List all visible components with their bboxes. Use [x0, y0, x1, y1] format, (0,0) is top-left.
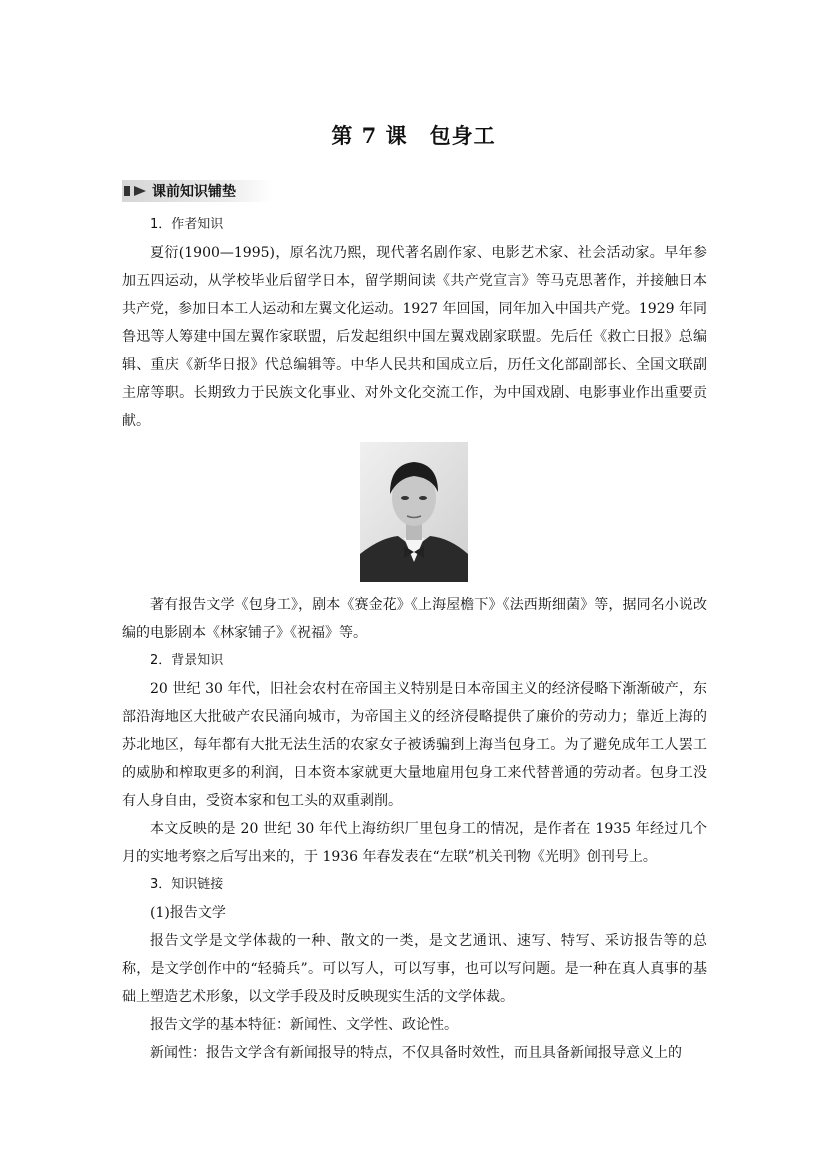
- reportage-features: 报告文学的基本特征：新闻性、文学性、政论性。: [150, 1017, 458, 1033]
- author-portrait: [360, 442, 468, 582]
- background-paragraph-1: 20 世纪 30 年代，旧社会农村在帝国主义特别是日本帝国主义的经济侵略下渐渐破产，东部沿海地区大批破产农民涌向城市，为帝国主义的经济侵略提供了廉价的劳动力；靠近上海的苏北地区，每年都有大批无法生活的农家女子被诱骗到上海当包身工。为了避免成年工人罢工的威胁和榨取更多的利润，日本资本家就更大量地雇用包身工来代替普通的劳动者。包身工没有人身自由，受资本家和包工头的双重剥削。: [122, 681, 707, 809]
- background-paragraph-2: 本文反映的是 20 世纪 30 年代上海纺织厂里包身工的情况，是作者在 1935 年经过几个月的实地考察之后写出来的，于 1936 年春发表在“左联”机关刊物《光明》创刊号上。: [122, 821, 707, 865]
- lesson-title: 第 7 课 包身工: [331, 123, 496, 148]
- reportage-news-feature: 新闻性：报告文学含有新闻报导的特点，不仅具备时效性，而且具备新闻报导意义上的: [150, 1045, 682, 1061]
- section-banner-label: 课前知识铺垫: [152, 184, 236, 200]
- banner-marker-icon: [124, 186, 130, 196]
- knowledge-link-heading: 3．知识链接: [150, 877, 224, 892]
- reportage-subheading: (1)报告文学: [150, 905, 226, 921]
- author-section: [122, 211, 707, 435]
- works-paragraph: 著有报告文学《包身工》，剧本《赛金花》《上海屋檐下》《法西斯细菌》等，据同名小说改编的电影剧本《林家铺子》《祝福》等。: [122, 597, 707, 641]
- background-heading: 2．背景知识: [150, 653, 224, 668]
- arrow-icon: [134, 186, 146, 196]
- author-heading: 1．作者知识: [150, 217, 224, 232]
- section-banner: [122, 180, 272, 202]
- works-section: [122, 591, 707, 1067]
- reportage-definition: 报告文学是文学体裁的一种、散文的一类，是文艺通讯、速写、特写、采访报告等的总称，是文学创作中的“轻骑兵”。可以写人，可以写事，也可以写问题。是一种在真人真事的基础上塑造艺术形象，以文学手段及时反映现实生活的文学体裁。: [122, 933, 707, 1005]
- author-bio: 夏衍(1900—1995)，原名沈乃熙，现代著名剧作家、电影艺术家、社会活动家。早年参加五四运动，从学校毕业后留学日本，留学期间读《共产党宣言》等马克思著作，并接触日本共产党，参加日本工人运动和左翼文化运动。1927 年回国，同年加入中国共产党。1929 年同鲁迅等人筹建中国左翼作家联盟，后发起组织中国左翼戏剧家联盟。先后任《救亡日报》总编辑、重庆《新华日报》代总编辑等。中华人民共和国成立后，历任文化部副部长、全国文联副主席等职。长期致力于民族文化事业、对外文化交流工作，为中国戏剧、电影事业作出重要贡献。: [122, 245, 707, 429]
